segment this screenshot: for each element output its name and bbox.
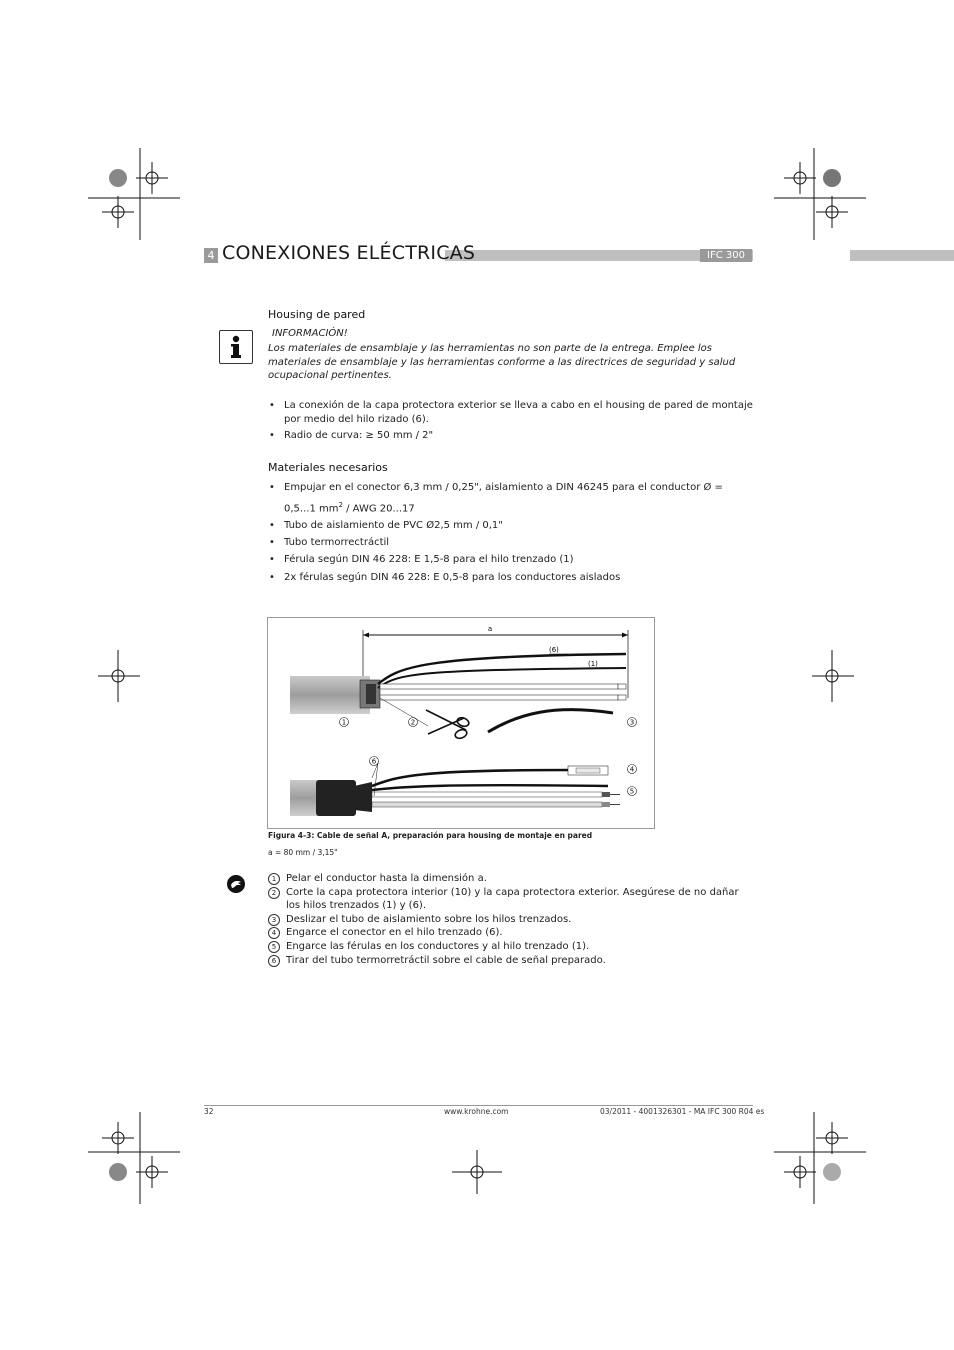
step-text: Engarce el conector en el hilo trenzado (6).	[286, 927, 503, 939]
info-line: Los materiales de ensamblaje y las herramientas no son parte de la entrega. Emplee los	[268, 343, 713, 354]
info-text	[268, 342, 758, 383]
scissors-icon	[426, 710, 470, 740]
callout-1: 1	[341, 718, 347, 727]
list-item: • Tubo termorrectráctil	[268, 535, 753, 552]
callout-4: 4	[629, 765, 635, 774]
header-bar-right	[850, 250, 954, 261]
step-number: 4	[268, 927, 280, 939]
housing-bullets	[268, 399, 753, 443]
cable-diagram	[268, 618, 654, 828]
procedure-steps	[268, 872, 753, 967]
list-item	[268, 954, 753, 968]
list-item-text: Empujar en el conector 6,3 mm / 0,25", aislamiento a DIN 46245 para el conductor Ø =	[284, 482, 723, 493]
list-item: • Tubo de aislamiento de PVC Ø2,5 mm / 0,1"	[268, 518, 753, 535]
section-heading-housing: Housing de pared	[268, 308, 366, 321]
step-text: Pelar el conductor hasta la dimensión a.	[286, 873, 487, 884]
list-item: • Radio de curva: ≥ 50 mm / 2"	[268, 429, 753, 443]
step-number: 6	[268, 955, 280, 967]
list-item: • Férula según DIN 46 228: E 1,5-8 para el hilo trenzado (1)	[268, 551, 753, 569]
step-text: Corte la capa protectora interior (10) y la capa protectora exterior. Asegúrese de no dañar los hilos trenzados (1) y (6).	[286, 886, 739, 912]
list-item	[268, 480, 753, 517]
cable-preparation-figure	[267, 617, 655, 829]
info-label: INFORMACIÓN!	[272, 328, 348, 339]
info-icon	[219, 330, 253, 364]
wire-label-6: (6)	[549, 646, 559, 654]
figure-note: a = 80 mm / 3,15"	[268, 848, 338, 857]
step-number: 5	[268, 941, 280, 953]
dimension-label-a: a	[487, 625, 493, 633]
page-number: 32	[204, 1107, 214, 1116]
insulation-tube	[488, 710, 613, 732]
list-item	[268, 940, 753, 954]
list-item	[268, 886, 753, 913]
callout-2: 2	[410, 718, 416, 727]
info-line: materiales de ensamblaje y las herramientas conforme a las directrices de seguridad y salud	[268, 356, 736, 368]
list-item-text: 0,5...1 mm	[284, 502, 339, 514]
figure-caption: Figura 4-3: Cable de señal A, preparación para housing de montaje en pared	[268, 831, 593, 840]
step-number: 3	[268, 914, 280, 926]
step-text: Deslizar el tubo de aislamiento sobre los hilos trenzados.	[286, 913, 572, 925]
product-badge: IFC 300	[700, 249, 752, 262]
footer-url[interactable]: www.krohne.com	[444, 1107, 509, 1116]
step-text: Engarce las férulas en los conductores y al hilo trenzado (1).	[286, 940, 590, 952]
list-item-text: / AWG 20...17	[342, 502, 415, 514]
chapter-title: CONEXIONES ELÉCTRICAS	[222, 242, 476, 264]
step-text: Tirar del tubo termorretráctil sobre el cable de señal preparado.	[286, 954, 606, 966]
step-number: 2	[268, 887, 280, 899]
list-item	[268, 872, 753, 886]
materials-bullets	[268, 480, 753, 586]
superscript: 2	[338, 500, 343, 509]
procedure-hand-icon	[226, 874, 246, 894]
list-item	[268, 926, 753, 940]
callout-6: 6	[371, 757, 377, 766]
callout-3: 3	[629, 718, 635, 727]
chapter-number: 4	[204, 248, 218, 263]
list-item: • 2x férulas según DIN 46 228: E 0,5-8 para los conductores aislados	[268, 569, 753, 587]
list-item	[268, 913, 753, 927]
footer-rule	[204, 1105, 753, 1106]
list-item: • La conexión de la capa protectora exterior se lleva a cabo en el housing de pared de montaje por medio del hilo rizado (6).	[268, 399, 753, 426]
section-heading-materials: Materiales necesarios	[268, 461, 388, 474]
callout-5: 5	[629, 787, 635, 796]
step-number: 1	[268, 873, 280, 885]
info-line: ocupacional pertinentes.	[268, 370, 392, 381]
footer-doc-id: 03/2011 - 4001326301 - MA IFC 300 R04 es	[600, 1107, 765, 1116]
wire-label-1: (1)	[588, 660, 598, 668]
